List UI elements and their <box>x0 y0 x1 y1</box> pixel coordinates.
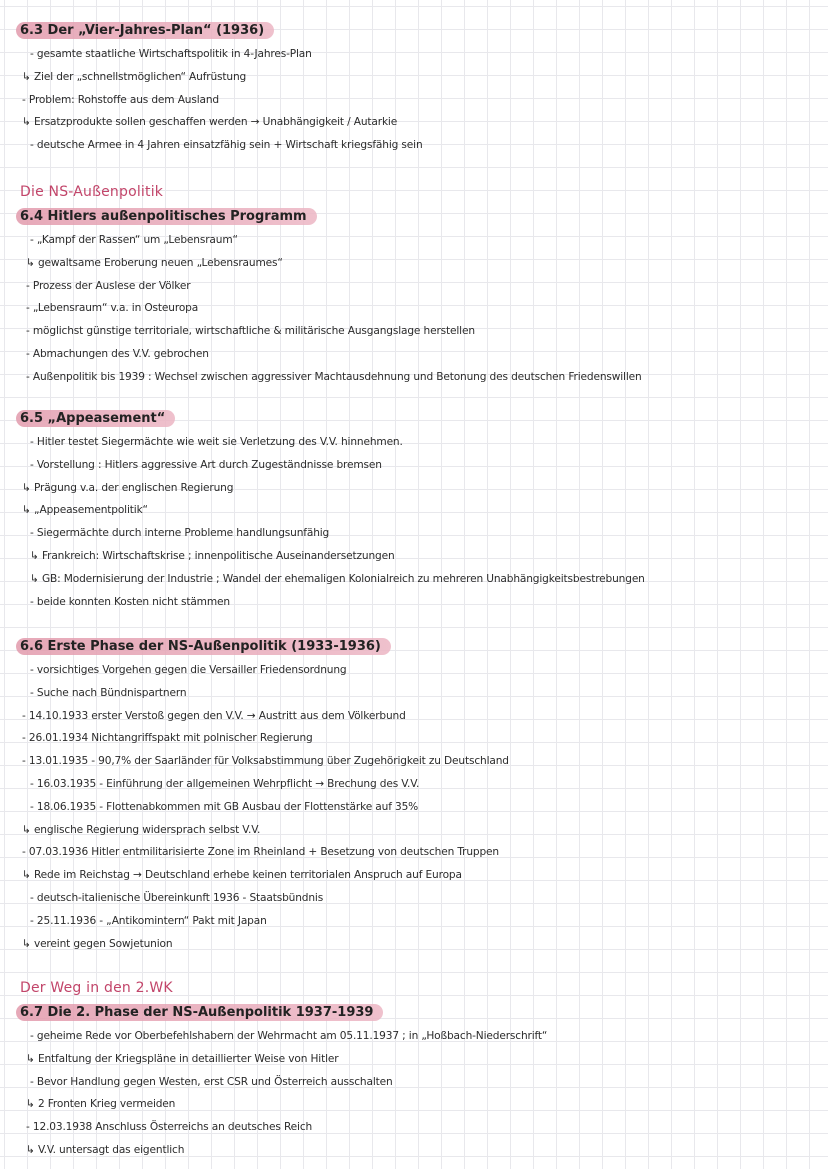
note-line: - Prozess der Auslese der Völker <box>26 279 191 292</box>
note-line: - Siegermächte durch interne Probleme handlungsunfähig <box>30 527 330 540</box>
chapter-title: Der Weg in den 2.WK <box>20 980 173 996</box>
note-line: - 25.11.1936 - „Antikomintern“ Pakt mit Japan <box>30 914 267 927</box>
note-line: - Problem: Rohstoffe aus dem Ausland <box>22 93 219 106</box>
note-line: - Abmachungen des V.V. gebrochen <box>26 348 209 360</box>
note-line: ↳ Ziel der „schnellstmöglichen“ Aufrüstung <box>22 70 247 83</box>
note-line: ↳ englische Regierung widersprach selbst V.V. <box>22 823 261 836</box>
note-line: - „Kampf der Rassen“ um „Lebensraum“ <box>30 234 238 246</box>
section-heading: 6.6 Erste Phase der NS-Außenpolitik (1933-1936) <box>16 638 391 655</box>
note-line: - Vorstellung : Hitlers aggressive Art durch Zugeständnisse bremsen <box>30 458 382 471</box>
note-line: - möglichst günstige territoriale, wirtschaftliche & militärische Ausgangslage herstellen <box>26 325 475 338</box>
note-line: ↳ GB: Modernisierung der Industrie ; Wandel der ehemaligen Kolonialreich zu mehreren Unabhängigkeitsbestrebungen <box>30 572 645 585</box>
note-line: ↳ Ersatzprodukte sollen geschaffen werden → Unabhängigkeit / Autarkie <box>22 116 398 129</box>
note-line: - beide konnten Kosten nicht stämmen <box>30 595 230 608</box>
note-line: - geheime Rede vor Oberbefehlshabern der Wehrmacht am 05.11.1937 ; in „Hoßbach-Niederschrift“ <box>30 1030 548 1042</box>
note-line: - deutsche Armee in 4 Jahren einsatzfähig sein + Wirtschaft kriegsfähig sein <box>30 139 423 152</box>
note-line: - 26.01.1934 Nichtangriffspakt mit polnischer Regierung <box>22 732 313 745</box>
note-line: - gesamte staatliche Wirtschaftspolitik in 4-Jahres-Plan <box>30 48 312 60</box>
note-line: - Suche nach Bündnispartnern <box>30 686 187 699</box>
note-line: ↳ Prägung v.a. der englischen Regierung <box>22 481 234 494</box>
note-line: ↳ gewaltsame Eroberung neuen „Lebensraumes“ <box>26 256 283 269</box>
note-line: - Außenpolitik bis 1939 : Wechsel zwischen aggressiver Machtausdehnung und Betonung des deutschen Friedenswillen <box>26 370 642 383</box>
section-heading: 6.4 Hitlers außenpolitisches Programm <box>16 208 317 225</box>
note-line: - 07.03.1936 Hitler entmilitarisierte Zone im Rheinland + Besetzung von deutschen Truppen <box>22 846 499 859</box>
note-line: ↳ Entfaltung der Kriegspläne in detaillierter Weise von Hitler <box>26 1052 339 1065</box>
section-heading: 6.5 „Appeasement“ <box>16 410 175 427</box>
note-line: - Bevor Handlung gegen Westen, erst CSR und Österreich ausschalten <box>30 1075 393 1088</box>
note-line: - 18.06.1935 - Flottenabkommen mit GB Ausbau der Flottenstärke auf 35% <box>30 800 419 813</box>
chapter-title: Die NS-Außenpolitik <box>20 184 164 200</box>
note-line: - 16.03.1935 - Einführung der allgemeinen Wehrpflicht → Brechung des V.V. <box>30 778 420 790</box>
note-line: - Hitler testet Siegermächte wie weit sie Verletzung des V.V. hinnehmen. <box>30 436 403 448</box>
note-line: ↳ Frankreich: Wirtschaftskrise ; innenpolitische Auseinandersetzungen <box>30 550 395 562</box>
note-line: - 12.03.1938 Anschluss Österreichs an deutsches Reich <box>26 1121 313 1134</box>
note-line: ↳ V.V. untersagt das eigentlich <box>26 1144 185 1156</box>
note-line: - deutsch-italienische Übereinkunft 1936 - Staatsbündnis <box>30 892 324 904</box>
note-line: - vorsichtiges Vorgehen gegen die Versailler Friedensordnung <box>30 664 347 676</box>
note-line: - „Lebensraum“ v.a. in Osteuropa <box>26 302 199 315</box>
note-line: ↳ vereint gegen Sowjetunion <box>22 937 173 950</box>
note-line: ↳ „Appeasementpolitik“ <box>22 504 148 517</box>
section-heading: 6.3 Der „Vier-Jahres-Plan“ (1936) <box>16 22 274 39</box>
note-line: - 14.10.1933 erster Verstoß gegen den V.V. → Austritt aus dem Völkerbund <box>22 709 406 722</box>
section-heading: 6.7 Die 2. Phase der NS-Außenpolitik 1937-1939 <box>16 1004 383 1021</box>
note-line: - 13.01.1935 - 90,7% der Saarländer für Volksabstimmung über Zugehörigkeit zu Deutschland <box>22 755 509 768</box>
note-line: ↳ 2 Fronten Krieg vermeiden <box>26 1098 176 1111</box>
note-line: ↳ Rede im Reichstag → Deutschland erhebe keinen territorialen Anspruch auf Europa <box>22 869 462 882</box>
